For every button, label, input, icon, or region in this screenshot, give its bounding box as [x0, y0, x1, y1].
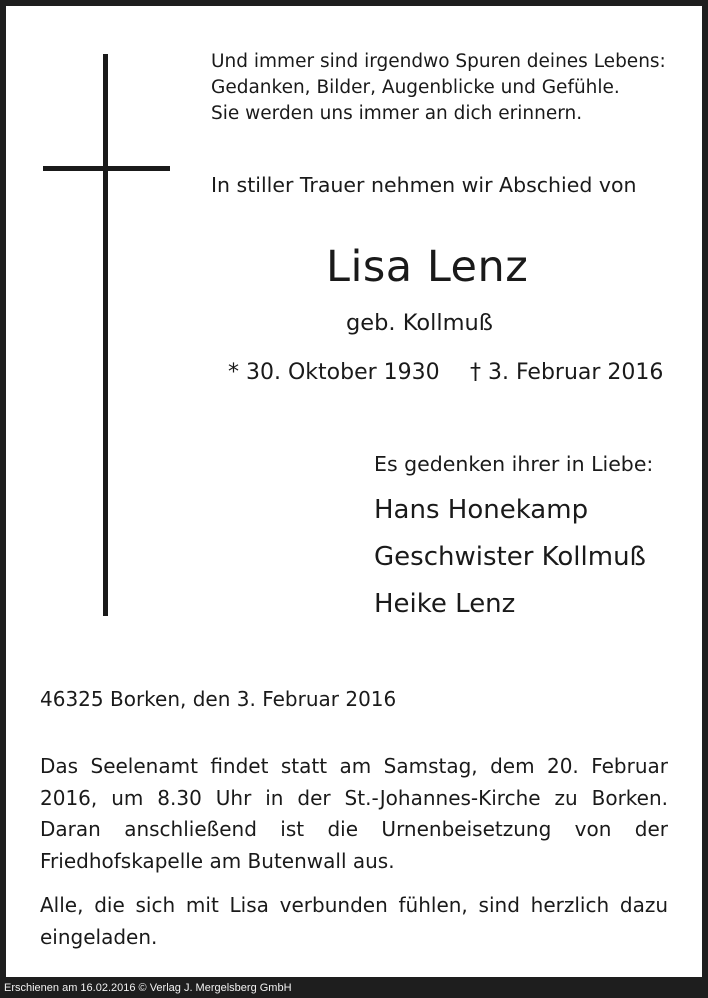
mourner-name: Geschwister Kollmuß	[374, 542, 646, 572]
poem-line: Sie werden uns immer an dich erinnern.	[211, 103, 583, 124]
cross-icon	[103, 54, 108, 616]
farewell-intro: In stiller Trauer nehmen wir Abschied von	[211, 173, 637, 197]
obituary-notice	[6, 6, 702, 977]
poem-line: Gedanken, Bilder, Augenblicke und Gefühle.	[211, 77, 620, 98]
invitation-text: Alle, die sich mit Lisa verbunden fühlen, sind herzlich dazu eingeladen.	[40, 893, 668, 949]
mourner-name: Hans Honekamp	[374, 495, 589, 525]
death-date: † 3. Februar 2016	[470, 360, 664, 385]
mourner-name: Heike Lenz	[374, 589, 516, 619]
deceased-name: Lisa Lenz	[326, 242, 529, 292]
publication-footer: Erschienen am 16.02.2016 © Verlag J. Mergelsberg GmbH	[4, 982, 292, 994]
poem-line: Und immer sind irgendwo Spuren deines Lebens:	[211, 51, 666, 72]
birth-date: * 30. Oktober 1930	[228, 360, 440, 385]
cross-icon-crossbar	[43, 166, 170, 171]
service-info: Das Seelenamt findet statt am Samstag, dem 20. Februar 2016, um 8.30 Uhr in der St.-Johannes-Kirche zu Borken. Daran anschließend ist die Urnenbeisetzung von der Friedhofskapelle am Butenwall aus.	[40, 754, 668, 873]
birth-name: geb. Kollmuß	[346, 310, 493, 336]
place-and-date: 46325 Borken, den 3. Februar 2016	[40, 687, 397, 711]
mourners-intro: Es gedenken ihrer in Liebe:	[374, 452, 654, 476]
memorial-poem	[211, 49, 681, 127]
